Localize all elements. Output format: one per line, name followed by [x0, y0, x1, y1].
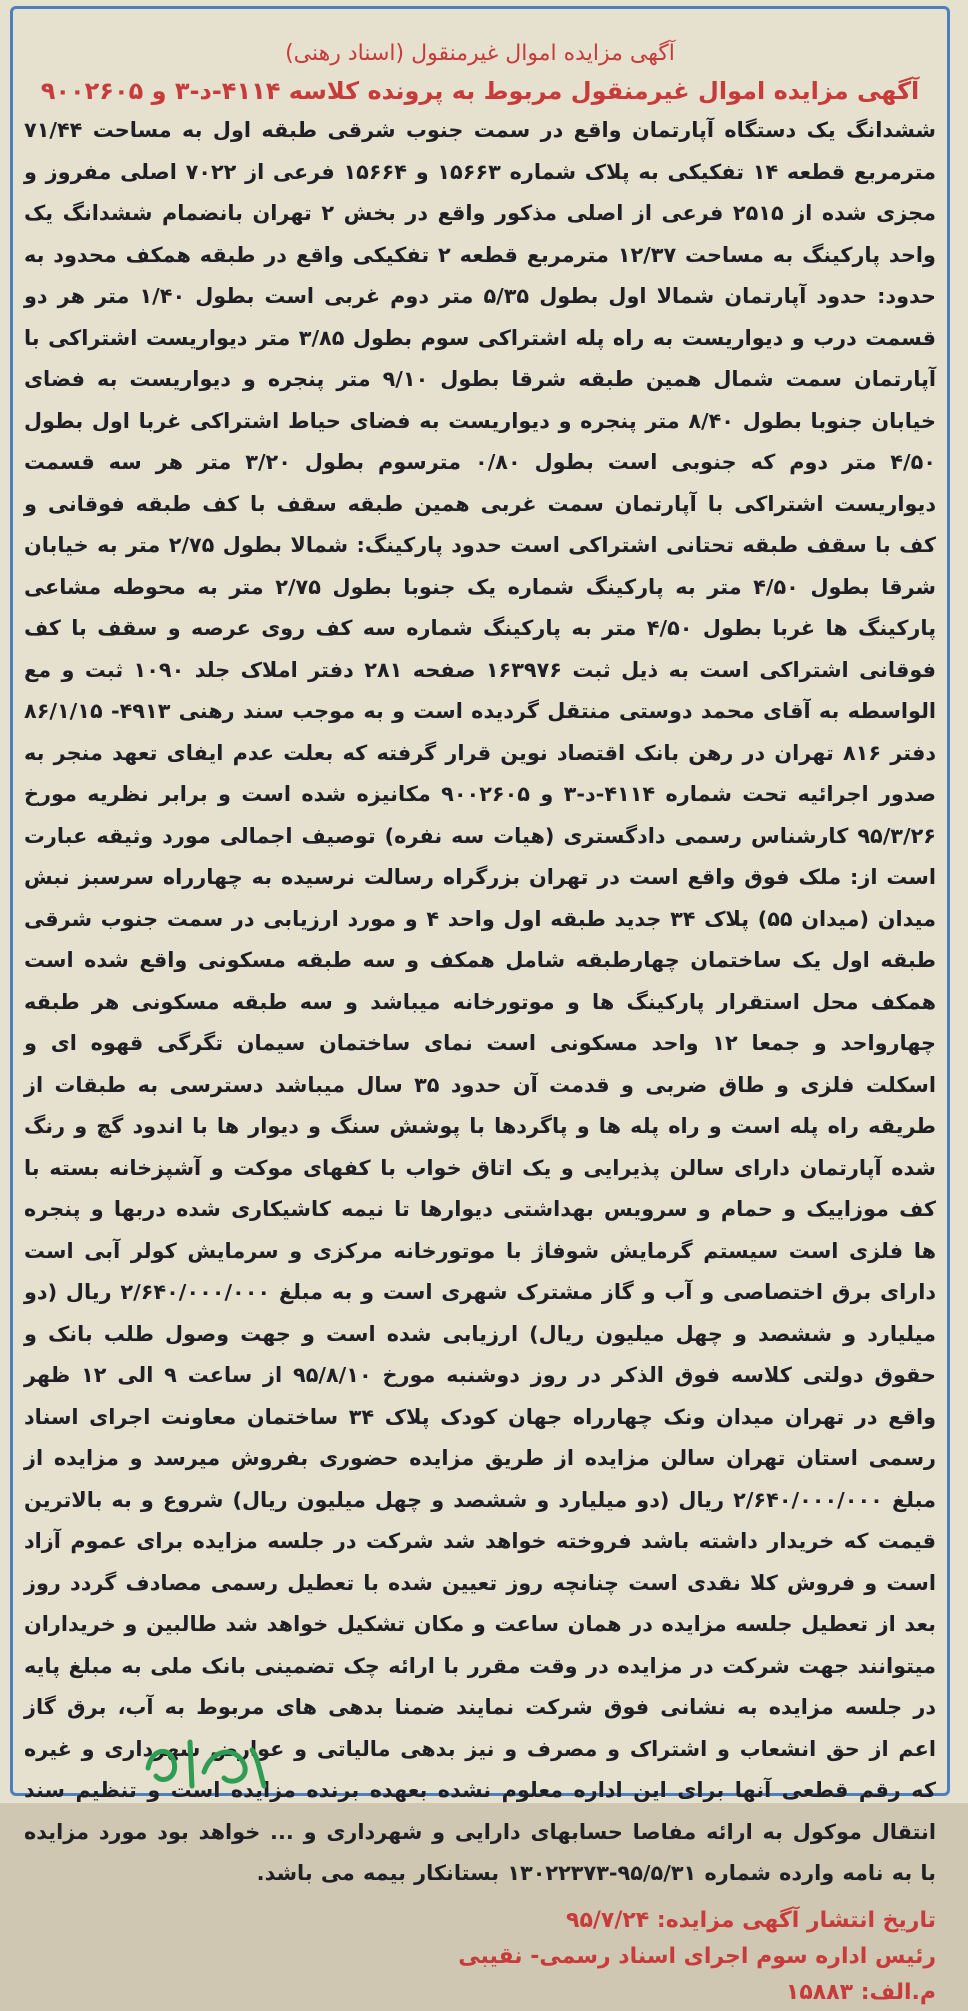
auction-notice [24, 36, 936, 2011]
publish-date: تاریخ انتشار آگهی مزایده: ۹۵/۷/۲۴ [566, 1907, 936, 1933]
notice-body: ششدانگ یک دستگاه آپارتمان واقع در سمت جنوب شرقی طبقه اول به مساحت ۷۱/۴۴ مترمربع قطعه ۱۴ تفکیکی به پلاک شماره ۱۵۶۶۳ و ۱۵۶۶۴ فرعی از ۷۰۲۲ اصلی مفروز و مجزی شده از ۲۵۱۵ فرعی از اصلی مذکور واقع در بخش ۲ تهران بانضمام ششدانگ یک واحد پارکینگ به مساحت ۱۲/۳۷ مترمربع قطعه ۲ تفکیکی واقع در طبقه همکف محدود به حدود: حدود آپارتمان شمالا اول بطول ۵/۳۵ متر دوم غربی است بطول ۱/۴۰ متر هر دو قسمت درب و دیواریست به راه پله اشتراکی سوم بطول ۳/۸۵ متر دیواریست اشتراکی با آپارتمان سمت شمال همین طبقه شرقا بطول ۹/۱۰ متر پنجره و دیواریست به فضای خیابان جنوبا بطول ۸/۴۰ متر پنجره و دیواریست به فضای حیاط اشتراکی غربا اول بطول ۴/۵۰ متر دوم که جنوبی است بطول ۰/۸۰ مترسوم بطول ۳/۲۰ متر هر سه قسمت دیواریست اشتراکی با آپارتمان سمت غربی همین طبقه سقف با کف طبقه فوقانی و کف با سقف طبقه تحتانی اشتراکی است حدود پارکینگ: شمالا بطول ۲/۷۵ متر به خیابان شرقا بطول ۴/۵۰ متر به پارکینگ شماره یک جنوبا بطول ۲/۷۵ متر به محوطه مشاعی پارکینگ ها غربا بطول ۴/۵۰ متر به پارکینگ شماره سه کف روی عرصه و سقف با کف فوقانی اشتراکی است به ذیل ثبت ۱۶۳۹۷۶ صفحه ۲۸۱ دفتر املاک جلد ۱۰۹۰ ثبت و مع الواسطه به آقای محمد دوستی منتقل گردیده است و به موجب سند رهنی ۴۹۱۳- ۸۶/۱/۱۵ دفتر ۸۱۶ تهران در رهن بانک اقتصاد نوین قرار گرفته که بعلت عدم ایفای تعهد منجر به صدور اجرائیه تحت شماره ۴۱۱۴-د-۳ و ۹۰۰۲۶۰۵ مکانیزه شده است و برابر نظریه مورخ ۹۵/۳/۲۶ کارشناس رسمی دادگستری (هیات سه نفره) توصیف اجمالی مورد وثیقه عبارت است از: ملک فوق واقع است در تهران بزرگراه رسالت نرسیده به چهارراه سرسبز نبش میدان (میدان ۵۵) پلاک ۳۴ جدید طبقه اول واحد ۴ و مورد ارزیابی در سمت جنوب شرقی طبقه اول یک ساختمان چهارطبقه شامل همکف و سه طبقه مسکونی واقع شده است همکف محل استقرار پارکینگ ها و موتورخانه میباشد و سه طبقه مسکونی هر طبقه چهارواحد و جمعا ۱۲ واحد مسکونی است نمای ساختمان سیمان تگرگی قهوه ای و اسکلت فلزی و طاق ضربی و قدمت آن حدود ۳۵ سال میباشد دسترسی به طبقات از طریقه راه پله است و راه پله ها و پاگردها با پوشش سنگ و دیوار ها با اندود گچ و رنگ شده آپارتمان دارای سالن پذیرایی و یک اتاق خواب با کفهای موکت و آشپزخانه بسته با کف موزاییک و حمام و سرویس بهداشتی دیوارها تا نیمه کاشیکاری شده دربها و پنجره ها فلزی است سیستم گرمایش شوفاژ با موتورخانه مرکزی و سرمایش کولر آبی است دارای برق اختصاصی و آب و گاز مشترک شهری است و به مبلغ ۲/۶۴۰/۰۰۰/۰۰۰ ریال (دو میلیارد و ششصد و چهل میلیون ریال) ارزیابی شده است و جهت وصول طلب بانک و حقوق دولتی کلاسه فوق الذکر در روز دوشنبه مورخ ۹۵/۸/۱۰ از ساعت ۹ الی ۱۲ ظهر واقع در تهران میدان ونک چهارراه جهان کودک پلاک ۳۴ ساختمان معاونت اجرای اسناد رسمی استان تهران سالن مزایده از طریق مزایده حضوری بفروش میرسد و مزایده از مبلغ ۲/۶۴۰/۰۰۰/۰۰۰ ریال (دو میلیارد و ششصد و چهل میلیون ریال) شروع و به بالاترین قیمت که خریدار داشته باشد فروخته خواهد شد شرکت در جلسه مزایده برای عموم آزاد است و فروش کلا نقدی است چنانچه روز تعیین شده با تعطیل رسمی مصادف گردد روز بعد از تعطیل جلسه مزایده در همان ساعت و مکان تشکیل خواهد شد طالبین و خریداران میتوانند جهت شرکت در مزایده در وقت مقرر با ارائه چک تضمینی بانک ملی به مبلغ پایه در جلسه مزایده به نشانی فوق شرکت نمایند ضمنا بدهی های مربوط به آب، برق گاز اعم از حق انشعاب و اشتراک و مصرف و نیز بدهی مالیاتی و عوارض شهرداری و غیره که رقم قطعی آنها برای این اداره معلوم نشده بعهده برنده مزایده است و تنظیم سند انتقال موکول به ارائه مفاصا حسابهای دارایی و شهرداری و ... خواهد بود مورد مزایده با به نامه وارده شماره ۹۵/۵/۳۱-۱۳۰۲۲۳۷۳ بستانکار بیمه می باشد. [24, 118, 937, 1885]
notice-subtitle: آگهی مزایده اموال غیرمنقول مربوط به پرونده کلاسه ۴۱۱۴-د-۳ و ۹۰۰۲۶۰۵ [40, 77, 920, 105]
notice-title: آگهی مزایده اموال غیرمنقول (اسناد رهنی) [285, 41, 675, 66]
handwritten-mark [140, 1728, 270, 1792]
reference-number: م.الف: ۱۵۸۸۳ [785, 1979, 936, 2005]
signature-line: رئیس اداره سوم اجرای اسناد رسمی- نقیبی [458, 1943, 936, 1969]
